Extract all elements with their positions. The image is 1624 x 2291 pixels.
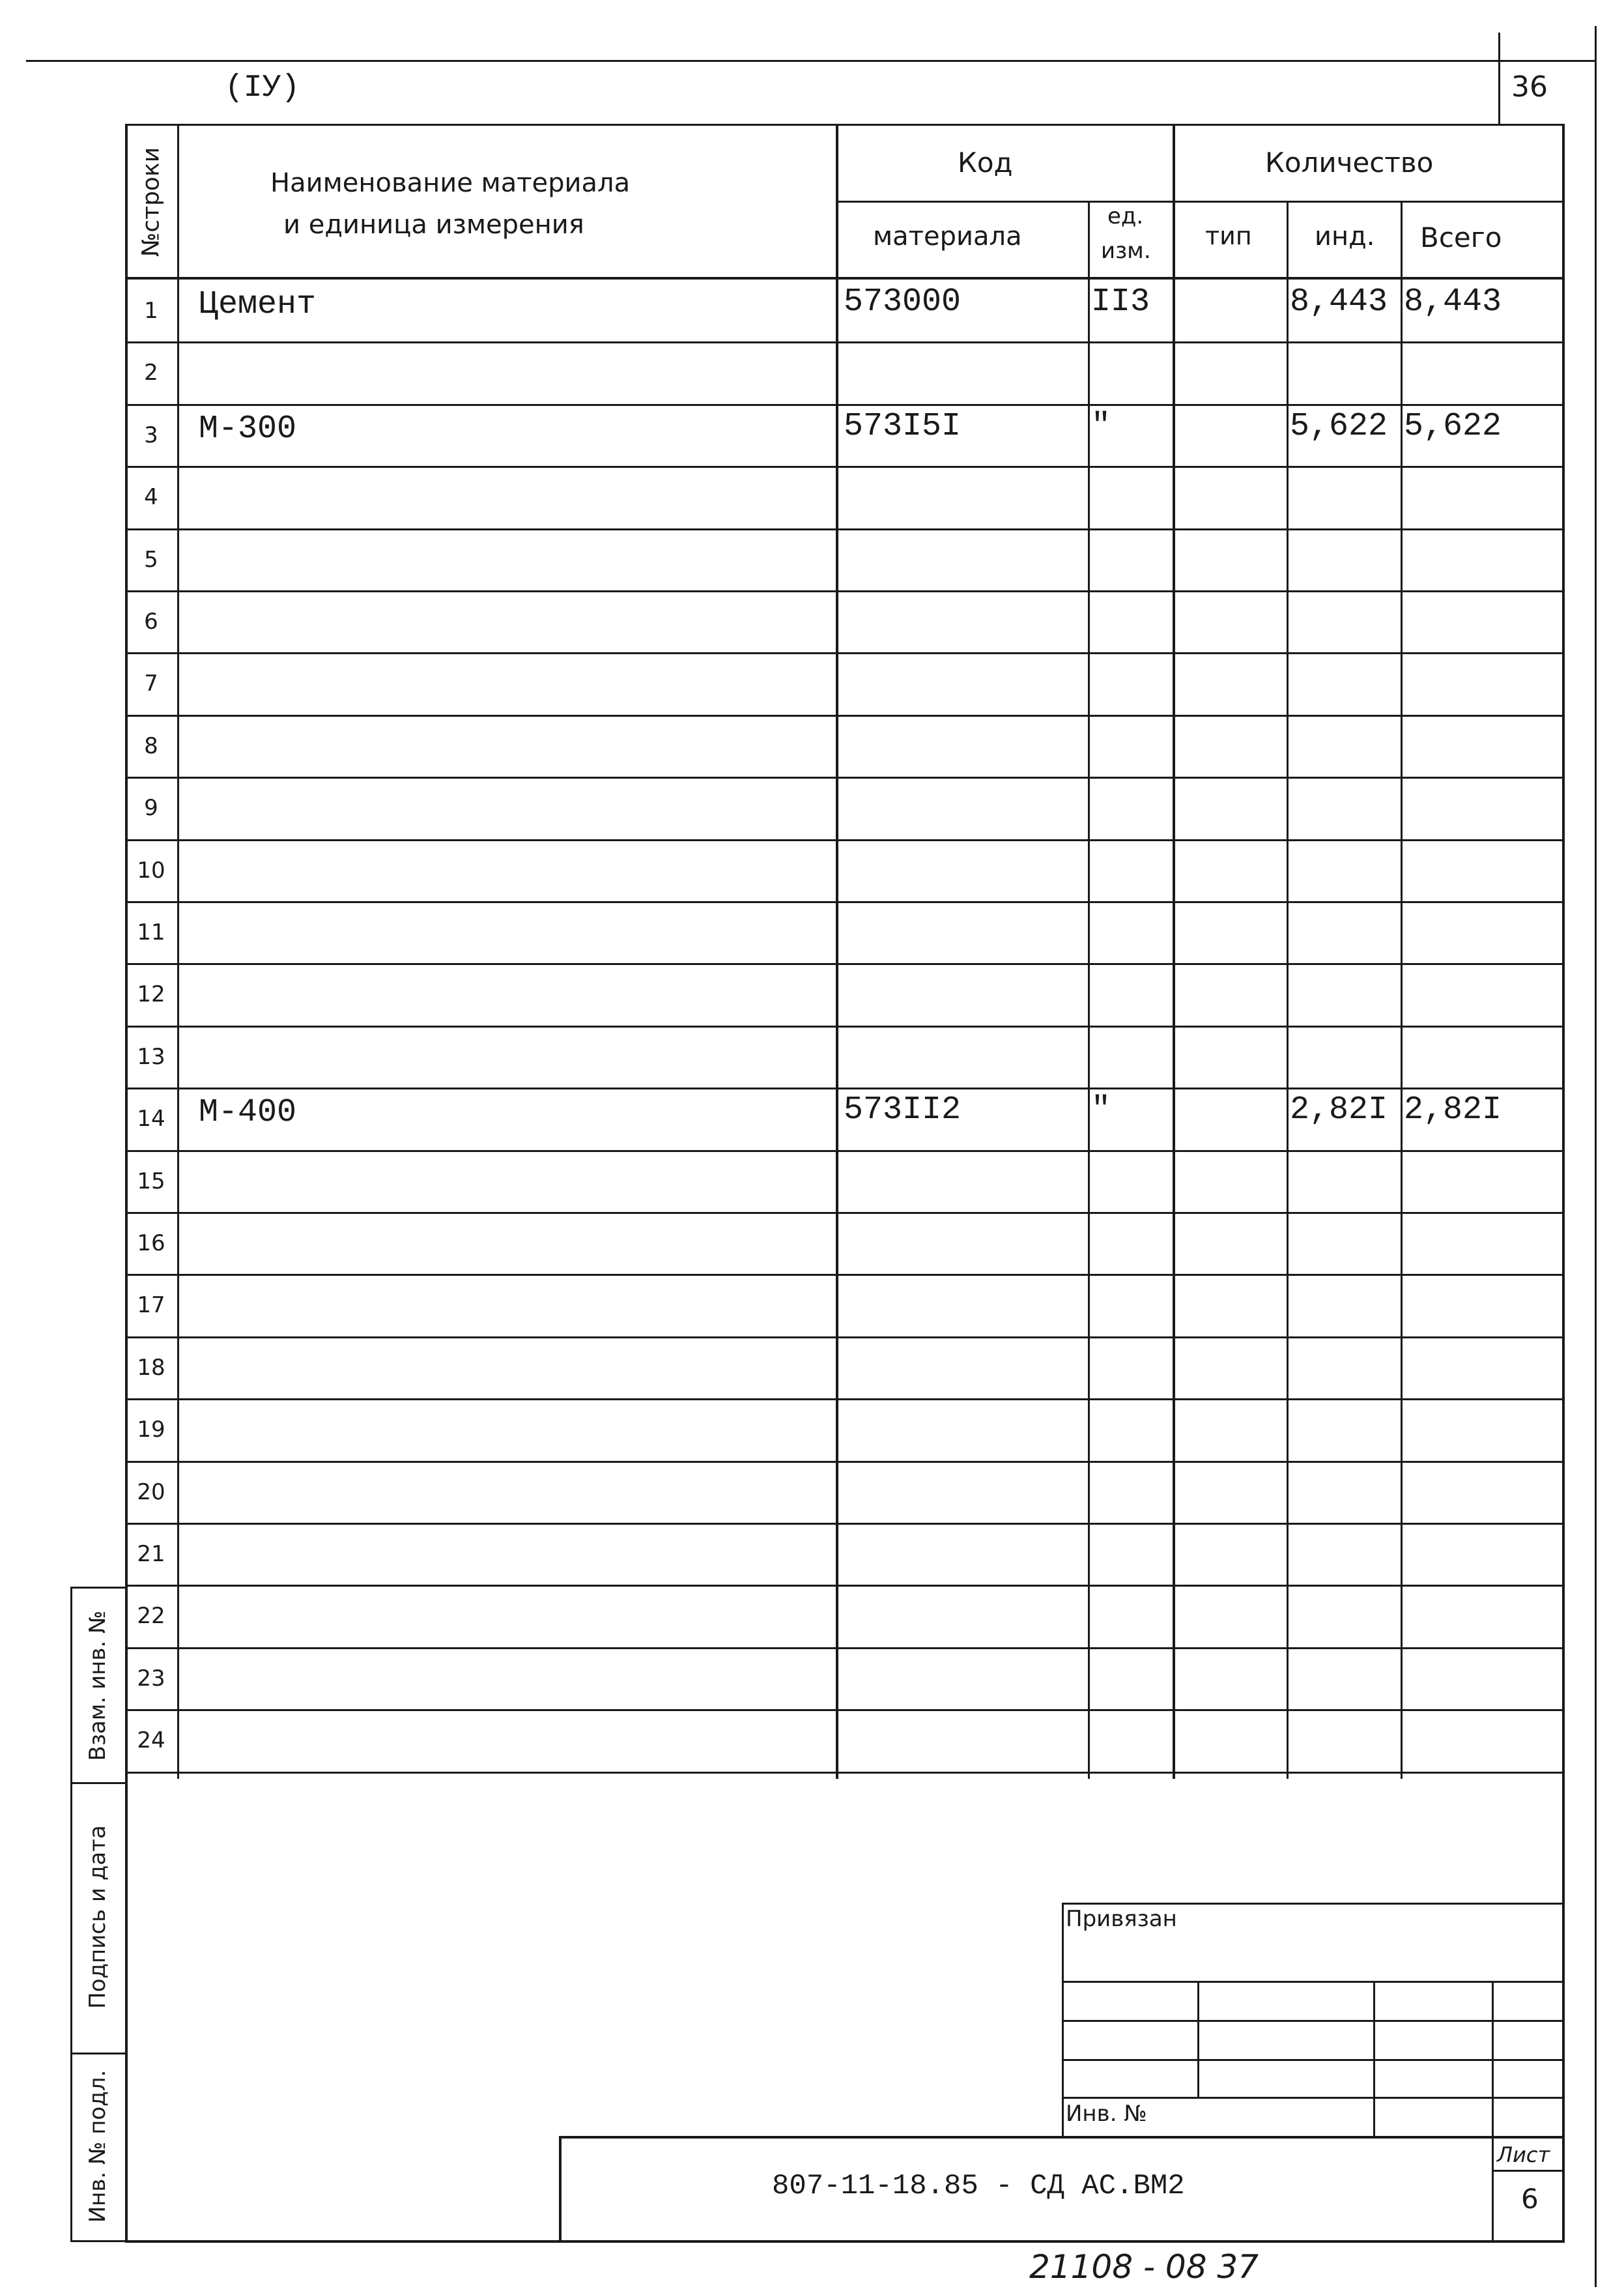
row-number: 20 [137,1479,165,1505]
row-divider [125,466,1565,468]
row-divider [125,1088,1565,1089]
row-divider [125,715,1565,717]
cell-ind: 2,82I [1290,1091,1388,1129]
tb-designation: 807-11-18.85 - СД АС.ВМ2 [772,2170,1185,2202]
row-divider [125,1523,1565,1525]
row-divider [125,1709,1565,1711]
side-box-left [70,1587,72,2241]
row-divider [125,1585,1565,1587]
row-divider [125,1461,1565,1463]
side-box-sep2 [70,2053,126,2054]
side-box-sep1 [70,1782,126,1784]
cell-name: М-300 [199,411,297,448]
row-number: 9 [144,795,158,821]
row-number: 10 [137,857,165,884]
col-sep-type-ind [1287,201,1289,1779]
tb-privyazan-top [1062,1903,1565,1905]
row-divider [125,1336,1565,1338]
tb-sheet-label: Лист [1497,2142,1550,2167]
cell-code: 573II2 [844,1091,962,1129]
cell-unit: " [1091,408,1111,445]
header-code: Код [958,147,1013,179]
tb-main-top [559,2136,1565,2139]
row-number: 4 [144,484,158,510]
row-number: 18 [137,1355,165,1381]
row-divider [125,1772,1565,1774]
header-code-unit: ед. [1107,203,1144,229]
header-qty-type: тип [1205,222,1252,250]
header-qty-total: Всего [1420,222,1502,253]
row-number: 23 [137,1665,165,1692]
tb-col2 [1373,1981,1375,2137]
row-number: 8 [144,733,158,759]
header-bottom-line [125,277,1565,280]
row-number: 6 [144,609,158,635]
row-divider [125,652,1565,654]
page-number-box-left [1498,33,1500,125]
col-sep-rownum [177,124,179,1779]
col-sep-ind-total [1401,201,1403,1779]
header-qty-ind: инд. [1315,222,1375,252]
col-sep-code-qty [1173,124,1175,1779]
row-number: 19 [137,1417,165,1443]
right-border-line [1595,26,1597,2287]
side-box-bottom [70,2240,126,2242]
row-number: 12 [137,981,165,1007]
row-divider [125,590,1565,592]
tb-main-left [559,2136,562,2241]
row-divider [125,341,1565,343]
cell-unit: " [1091,1091,1111,1129]
row-divider [125,1647,1565,1649]
cell-total: 8,443 [1404,283,1502,321]
tb-sheet-value: 6 [1521,2183,1539,2215]
tb-inv-label: Инв. № [1066,2101,1147,2127]
tb-row3 [1062,2059,1565,2061]
cell-code: 573000 [844,283,962,321]
header-code-unit2: изм. [1101,238,1151,264]
row-divider [125,901,1565,903]
header-name: Наименование материала [270,168,631,198]
row-divider [125,404,1565,406]
col-sep-code-unit [1088,201,1090,1779]
header-mid-line [837,201,1565,203]
cell-ind: 5,622 [1290,408,1388,445]
row-divider [125,1274,1565,1276]
row-divider [125,963,1565,965]
cell-total: 5,622 [1404,408,1502,445]
cell-ind: 8,443 [1290,283,1388,321]
header-code-material: материала [873,222,1022,252]
tb-privyazan-label: Привязан [1066,1906,1177,1932]
tb-col3 [1492,1981,1494,2137]
table-right-border [1562,124,1565,2241]
col-sep-name [836,124,838,1779]
row-divider [125,1150,1565,1152]
cell-total: 2,82I [1404,1091,1502,1129]
header-qty: Количество [1265,147,1434,179]
tb-row4 [1062,2097,1565,2099]
cell-unit: II3 [1091,283,1150,321]
cell-name: М-400 [199,1094,297,1131]
side-label-vzam: Взам. инв. № [85,1610,111,1761]
row-number: 16 [137,1230,165,1256]
header-top-line [125,124,1565,126]
page-number: 36 [1511,70,1548,104]
bottom-border-line [125,2240,1565,2243]
row-number: 14 [137,1106,165,1132]
row-divider [125,1212,1565,1214]
row-number: 13 [137,1044,165,1070]
row-number: 5 [144,547,158,573]
cell-name: Цемент [199,286,317,323]
row-divider [125,777,1565,779]
row-divider [125,528,1565,530]
footer-handwritten-number: 21108 - 08 37 [1029,2248,1259,2286]
row-divider [125,1398,1565,1400]
row-number: 21 [137,1541,165,1567]
top-border-line [26,60,1596,62]
header-row-number: №строки [137,147,165,257]
row-divider [125,1026,1565,1028]
row-number: 3 [144,422,158,448]
side-label-podpis: Подпись и дата [85,1825,111,2009]
row-number: 24 [137,1727,165,1753]
side-label-inv-podl: Инв. № подл. [85,2069,111,2223]
cell-code: 573I5I [844,408,962,445]
row-number: 11 [137,919,165,945]
tb-row2 [1062,2020,1565,2022]
tb-row1 [1062,1981,1565,1983]
row-number: 22 [137,1603,165,1629]
tb-sheet-mid [1492,2170,1565,2172]
row-number: 2 [144,360,158,386]
row-number: 15 [137,1168,165,1194]
row-number: 7 [144,670,158,697]
tb-col1 [1197,1981,1199,2098]
side-box-top [70,1587,126,1589]
variant-label: (IУ) [225,70,300,106]
row-number: 1 [144,298,158,324]
header-name-line2: и единица измерения [283,210,584,240]
tb-sheet-left [1492,2136,1494,2241]
row-number: 17 [137,1292,165,1318]
row-divider [125,839,1565,841]
